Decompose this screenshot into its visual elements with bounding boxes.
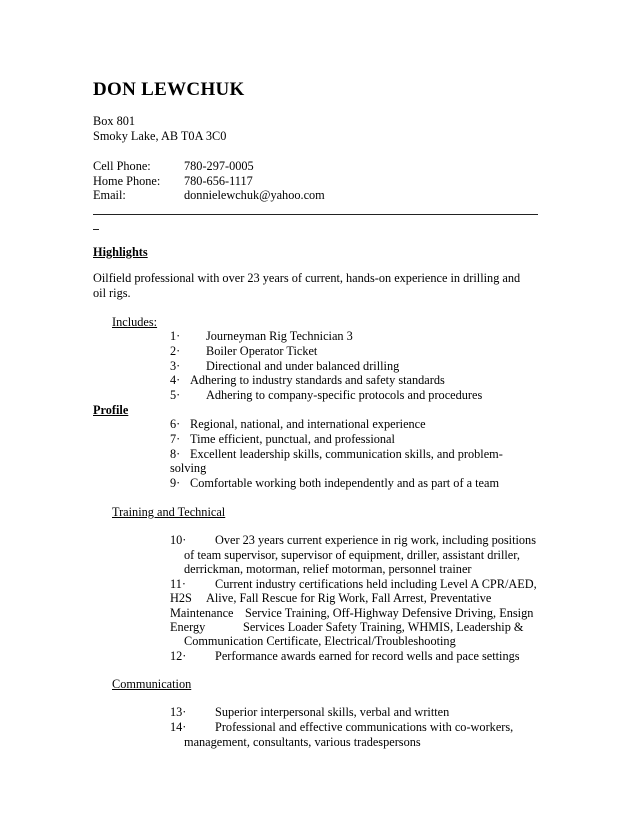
includes-heading: Includes: xyxy=(112,315,158,329)
list-item: Adhering to company-specific protocols and procedures xyxy=(206,388,483,402)
list-item-number: 12· xyxy=(170,649,187,663)
list-item-continuation: H2S xyxy=(170,591,192,605)
email-label: Email: xyxy=(93,188,126,202)
cell-phone-label: Cell Phone: xyxy=(93,159,151,173)
list-item-number: 8· xyxy=(170,447,181,461)
resume-name: DON LEWCHUK xyxy=(93,79,245,100)
list-item: Regional, national, and international experience xyxy=(190,417,426,431)
list-item: Time efficient, punctual, and professional xyxy=(190,432,395,446)
address-line-2: Smoky Lake, AB T0A 3C0 xyxy=(93,129,227,143)
list-item-continuation: of team supervisor, supervisor of equipment, driller, assistant driller, xyxy=(184,548,520,562)
list-item-number: 10· xyxy=(170,533,187,547)
list-item-continuation: Services Loader Safety Training, WHMIS, Leadership & xyxy=(243,620,524,634)
list-item: Over 23 years current experience in rig work, including positions xyxy=(215,533,536,547)
list-item-number: 6· xyxy=(170,417,181,431)
list-item-continuation: solving xyxy=(170,461,207,475)
summary-line-2: oil rigs. xyxy=(93,286,131,300)
list-item-number: 9· xyxy=(170,476,181,490)
separator-line xyxy=(93,214,538,215)
list-item-continuation: Energy xyxy=(170,620,206,634)
home-phone-value: 780-656-1117 xyxy=(184,174,253,188)
separator-dash xyxy=(93,229,99,230)
list-item: Excellent leadership skills, communication skills, and problem- xyxy=(190,447,503,461)
home-phone-label: Home Phone: xyxy=(93,174,161,188)
list-item-number: 4· xyxy=(170,373,181,387)
list-item: Performance awards earned for record wells and pace settings xyxy=(215,649,520,663)
list-item-number: 5· xyxy=(170,388,181,402)
profile-heading: Profile xyxy=(93,403,129,417)
cell-phone-value: 780-297-0005 xyxy=(184,159,254,173)
list-item-continuation: derrickman, motorman, relief motorman, personnel trainer xyxy=(184,562,472,576)
email-value: donnielewchuk@yahoo.com xyxy=(184,188,325,202)
list-item: Superior interpersonal skills, verbal and written xyxy=(215,705,450,719)
list-item-number: 13· xyxy=(170,705,187,719)
list-item-number: 1· xyxy=(170,329,181,343)
list-item-continuation: Communication Certificate, Electrical/Troubleshooting xyxy=(184,634,456,648)
highlights-heading: Highlights xyxy=(93,245,148,259)
list-item: Professional and effective communications with co-workers, xyxy=(215,720,514,734)
list-item-number: 2· xyxy=(170,344,181,358)
list-item: Boiler Operator Ticket xyxy=(206,344,318,358)
list-item-continuation: Maintenance xyxy=(170,606,234,620)
list-item-number: 7· xyxy=(170,432,181,446)
training-heading: Training and Technical xyxy=(112,505,226,519)
list-item-number: 11· xyxy=(170,577,186,591)
list-item-continuation: management, consultants, various tradespersons xyxy=(184,735,421,749)
communication-heading: Communication xyxy=(112,677,192,691)
list-item: Journeyman Rig Technician 3 xyxy=(206,329,353,343)
list-item: Directional and under balanced drilling xyxy=(206,359,400,373)
list-item-number: 14· xyxy=(170,720,187,734)
list-item: Current industry certifications held including Level A CPR/AED, xyxy=(215,577,537,591)
list-item: Adhering to industry standards and safety standards xyxy=(190,373,445,387)
summary-line-1: Oilfield professional with over 23 years of current, hands-on experience in drilling and xyxy=(93,271,521,285)
list-item-continuation: Alive, Fall Rescue for Rig Work, Fall Arrest, Preventative xyxy=(206,591,492,605)
list-item: Comfortable working both independently and as part of a team xyxy=(190,476,500,490)
address-line-1: Box 801 xyxy=(93,114,136,128)
list-item-continuation: Service Training, Off-Highway Defensive Driving, Ensign xyxy=(245,606,534,620)
list-item-number: 3· xyxy=(170,359,181,373)
